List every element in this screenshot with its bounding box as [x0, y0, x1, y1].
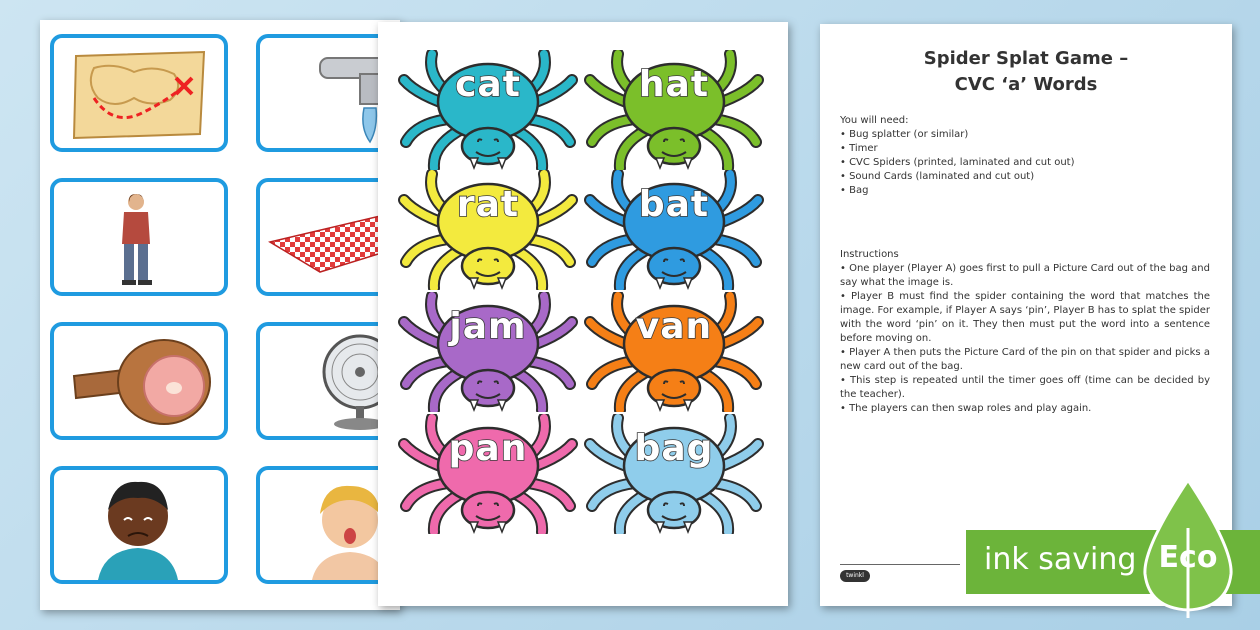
materials-heading: You will need:: [840, 115, 909, 126]
title-line-1: Spider Splat Game –: [923, 48, 1129, 69]
spider-rat[interactable]: [398, 170, 578, 288]
instruction-step: • This step is repeated until the timer goes off (time can be decided by the teacher).: [840, 375, 1210, 400]
eco-label: Eco: [1158, 540, 1218, 575]
spider-bat[interactable]: [584, 170, 764, 288]
card-man: [50, 178, 228, 296]
spider-cat[interactable]: [398, 50, 578, 168]
spider-word: jam: [449, 306, 527, 347]
materials-item: • Timer: [840, 143, 878, 154]
spider-jam[interactable]: [398, 292, 578, 410]
instructions-section: [840, 248, 1210, 416]
footer-divider: [840, 564, 960, 565]
spider-word: pan: [448, 428, 528, 469]
instruction-step: • The players can then swap roles and play again.: [840, 403, 1092, 414]
twinkl-logo: twinkl: [840, 570, 870, 582]
materials-item: • Bag: [840, 185, 869, 196]
card-ham: [50, 322, 228, 440]
page-title: [820, 46, 1232, 98]
ink-saving-label: ink saving: [984, 542, 1137, 577]
spider-word: van: [635, 306, 713, 347]
spider-word: rat: [456, 184, 520, 225]
sad-boy-icon: [54, 470, 224, 580]
card-treasure-map: [50, 34, 228, 152]
instruction-step: • Player B must find the spider containing the word that matches the image. For example, if Player A says ‘pin’, Player B has to splat the spider with the word ‘pin’ on it. They then must put the word into a sentence before moving on.: [840, 291, 1210, 344]
materials-section: [840, 114, 1210, 198]
spider-word: bat: [638, 184, 710, 225]
spider-hat[interactable]: [584, 50, 764, 168]
man-icon: [54, 182, 224, 292]
treasure-map-icon: [54, 38, 224, 148]
spider-pan[interactable]: [398, 414, 578, 532]
instruction-step: • One player (Player A) goes first to pull a Picture Card out of the bag and say what the image is.: [840, 263, 1210, 288]
instructions-heading: Instructions: [840, 249, 899, 260]
spider-bag[interactable]: [584, 414, 764, 532]
ham-icon: [54, 326, 224, 436]
spider-word: cat: [455, 64, 521, 105]
spider-van[interactable]: [584, 292, 764, 410]
materials-item: • Sound Cards (laminated and cut out): [840, 171, 1035, 182]
materials-item: • Bug splatter (or similar): [840, 129, 969, 140]
title-line-2: CVC ‘a’ Words: [954, 74, 1098, 95]
picture-cards-sheet: [40, 20, 400, 610]
card-sad-boy: [50, 466, 228, 584]
instruction-step: • Player A then puts the Picture Card of the pin on that spider and picks a new card out of the bag.: [840, 347, 1210, 372]
spider-word: bag: [634, 428, 714, 469]
cvc-spiders-sheet: [378, 22, 788, 606]
materials-item: • CVC Spiders (printed, laminated and cut out): [840, 157, 1075, 168]
spider-word: hat: [638, 64, 710, 105]
